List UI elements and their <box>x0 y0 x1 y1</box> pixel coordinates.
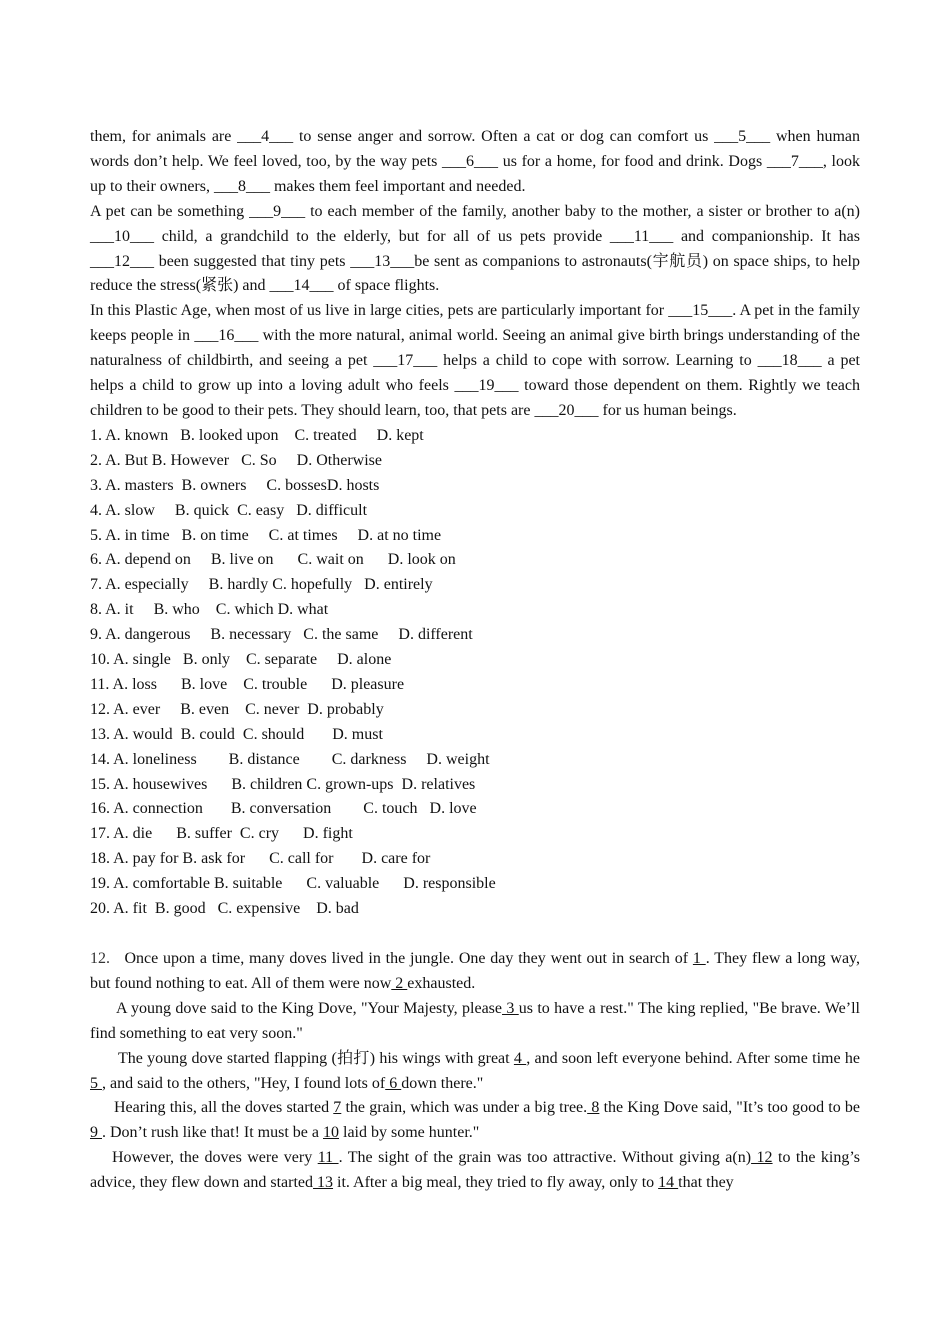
text-run: the King Dove said, "It’s too good to be <box>599 1099 861 1117</box>
option-row-13: 13. A. would B. could C. should D. must <box>90 725 383 743</box>
blank-13: 13 <box>313 1174 334 1192</box>
blank-2: 2 <box>391 974 408 992</box>
blank-12: 12 <box>751 1149 773 1167</box>
passage1-paragraph-2: A pet can be something ___9___ to each member of the family, another baby to the mother, a sister or brother to a(n) ___10___ child, a grandchild to the elderly, but for all of us pets provide ___11___ and companionship. It has ___12___ been suggested that tiny pets ___13___be sent as companions to astronauts(宇航员) on space ships, to help reduce the stress(紧张) and ___14___ of space flights. <box>90 202 860 295</box>
option-row-3: 3. A. masters B. owners C. bossesD. hosts <box>90 476 380 494</box>
blank-14: 14 <box>658 1174 679 1192</box>
passage2-paragraph-2 <box>90 997 860 1047</box>
text-run: , and said to the others, "Hey, I found lots of <box>102 1074 386 1092</box>
option-row-4: 4. A. slow B. quick C. easy D. difficult <box>90 501 368 519</box>
passage2-paragraph-3 <box>90 1047 860 1097</box>
text-run: to the king’s advice, they flew down and started <box>90 1149 861 1192</box>
text-run: . The sight of the grain was too attractive. Without giving a(n) <box>338 1149 752 1167</box>
option-row-6: 6. A. depend on B. live on C. wait on D. look on <box>90 551 456 569</box>
option-row-7: 7. A. especially B. hardly C. hopefully D. entirely <box>90 576 433 594</box>
text-run: The young dove started flapping (拍打) his wings with great <box>118 1049 514 1067</box>
blank-3: 3 <box>502 999 519 1017</box>
option-row-14: 14. A. loneliness B. distance C. darkness D. weight <box>90 750 490 768</box>
passage2-paragraph-1 <box>90 947 860 997</box>
section-spacer <box>90 922 860 947</box>
blank-7: 7 <box>333 1099 342 1117</box>
blank-10: 10 <box>323 1124 339 1142</box>
text-run: . Don’t rush like that! It must be a <box>102 1124 323 1142</box>
option-row-15: 15. A. housewives B. children C. grown-ups D. relatives <box>90 775 476 793</box>
document-page <box>90 125 860 1196</box>
text-run: us to have a rest." The king replied, "Be brave. We’ll find something to eat very soon." <box>90 999 861 1042</box>
text-run: Hearing this, all the doves started <box>114 1099 334 1117</box>
text-run: However, the doves were very <box>112 1149 318 1167</box>
option-row-12: 12. A. ever B. even C. never D. probably <box>90 700 384 718</box>
blank-9: 9 <box>90 1124 102 1142</box>
blank-5: 5 <box>90 1074 102 1092</box>
text-run: the grain, which was under a big tree. <box>341 1099 588 1117</box>
text-run: laid by some hunter." <box>339 1124 480 1142</box>
option-row-8: 8. A. it B. who C. which D. what <box>90 601 329 619</box>
option-row-20: 20. A. fit B. good C. expensive D. bad <box>90 900 359 918</box>
option-row-18: 18. A. pay for B. ask for C. call for D. care for <box>90 850 431 868</box>
text-run: A young dove said to the King Dove, "Your Majesty, please <box>116 999 503 1017</box>
option-row-16: 16. A. connection B. conversation C. touch D. love <box>90 800 477 818</box>
option-row-2: 2. A. But B. However C. So D. Otherwise <box>90 451 382 469</box>
option-row-10: 10. A. single B. only C. separate D. alone <box>90 651 392 669</box>
option-row-17: 17. A. die B. suffer C. cry D. fight <box>90 825 353 843</box>
option-row-5: 5. A. in time B. on time C. at times D. at no time <box>90 526 442 544</box>
text-run: Once upon a time, many doves lived in the jungle. One day they went out in search of <box>124 950 693 967</box>
text-run: that they <box>678 1174 734 1192</box>
text-run: down there." <box>401 1074 484 1092</box>
passage1-paragraph-1: them, for animals are ___4___ to sense anger and sorrow. Often a cat or dog can comfort us ___5___ when human words don’t help. We feel loved, too, by the way pets ___6___ us for a home, for food and drink. Dogs ___7___, look up to their owners, ___8___ makes them feel important and needed. <box>90 128 860 195</box>
blank-8: 8 <box>587 1099 600 1117</box>
blank-4: 4 <box>513 1049 527 1067</box>
text-run: it. After a big meal, they tried to fly away, only to <box>333 1174 659 1192</box>
option-row-9: 9. A. dangerous B. necessary C. the same D. different <box>90 626 473 644</box>
blank-6: 6 <box>385 1074 402 1092</box>
option-row-1: 1. A. known B. looked upon C. treated D. kept <box>90 426 424 444</box>
option-row-11: 11. A. loss B. love C. trouble D. pleasure <box>90 675 405 693</box>
blank-1: 1 <box>692 950 706 967</box>
blank-11: 11 <box>317 1149 339 1167</box>
option-row-19: 19. A. comfortable B. suitable C. valuable D. responsible <box>90 875 496 893</box>
options-list <box>90 424 860 922</box>
passage2-paragraph-4 <box>90 1096 860 1146</box>
passage1-paragraph-3: In this Plastic Age, when most of us live in large cities, pets are particularly important for ___15___. A pet in the family keeps people in ___16___ with the more natural, animal world. Seeing an animal give birth brings understanding of the naturalness of childbirth, and seeing a pet ___17___ helps a child to cope with sorrow. Learning to ___18___ a pet helps a child to grow up into a loving adult who feels ___19___ toward those dependent on them. Rightly we teach children to be good to their pets. They should learn, too, that pets are ___20___ for us human beings. <box>90 302 860 419</box>
text-run: . They flew a long way, but found nothing to eat. All of them were now <box>90 950 861 992</box>
text-run: , and soon left everyone behind. After some time he <box>526 1049 860 1067</box>
text-run: exhausted. <box>407 974 476 992</box>
passage2-paragraph-5 <box>90 1146 860 1196</box>
question-number: 12. <box>90 950 110 967</box>
